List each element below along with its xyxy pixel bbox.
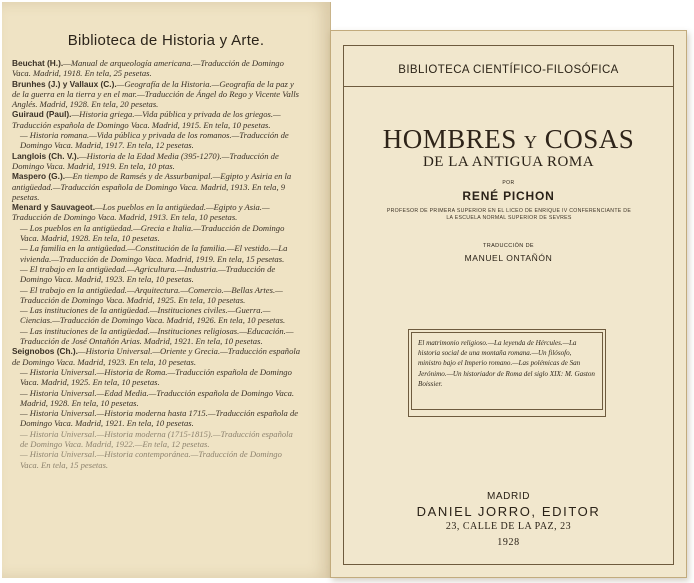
- catalog-entry: — Historia Universal.—Historia de Roma.—Traducción española de Domingo Vaca. Madrid, 1925. En tela, 10 pesetas.: [20, 366, 292, 388]
- title-word-2: COSAS: [544, 124, 635, 154]
- author-credentials: PROFESOR DE PRIMERA SUPERIOR EN EL LICEO DE ENRIQUE IV CONFERENCIANTE DE LA ESCUELA NORMAL SUPERIOR DE SEVRES: [386, 208, 632, 221]
- by-label: POR: [502, 180, 515, 186]
- imprint-city: MADRID: [486, 491, 531, 502]
- catalog-entry: Menard y Sauvageot.—Los pueblos en la antigüedad.—Egipto y Asia.—Traducción de Domingo Vaca. Madrid, 1913. En tela, 10 pesetas.: [12, 202, 270, 223]
- book-title: [344, 124, 673, 155]
- title-joiner: Y: [523, 132, 538, 152]
- collection-name: BIBLIOTECA CIENTÍFICO-FILOSÓFICA: [398, 64, 619, 76]
- collection-band: [344, 46, 673, 87]
- translation-label: TRADUCCIÓN DE: [482, 243, 535, 249]
- title-page: [330, 30, 687, 578]
- publication-year: 1928: [497, 537, 520, 548]
- book-author: RENÉ PICHON: [462, 189, 555, 203]
- catalog-entry: — El trabajo en la antigüedad.—Agricultura.—Industria.—Traducción de Domingo Vaca. Madrid, 1923. En tela, 10 pesetas.: [20, 263, 276, 285]
- catalog-entry: Maspero (G.).—En tiempo de Ramsés y de Assurbanipal.—Egipto y Asiria en la antigüedad.—Traducción española de Domingo Vaca. Madrid, 1913. En tela, 9 pesetas.: [12, 171, 292, 202]
- catalog-entry: — Historia Universal.—Edad Media.—Traducción española de Domingo Vaca. Madrid, 1928. En tela, 10 pesetas.: [20, 387, 295, 408]
- catalog-entry: Seignobos (Ch.).—Historia Universal.—Oriente y Grecia.—Traducción española de Domingo Vaca. Madrid, 1923. En tela, 10 pesetas.: [12, 346, 301, 367]
- catalog-entry: Brunhes (J.) y Vallaux (C.).—Geografía de la Historia.—Geografía de la paz y de la guerra en la tierra y en el mar.—Traducción de Ángel do Rego y Vicente Valls Anglés. Madrid, 1928. En tela, 20 pesetas.: [12, 78, 299, 110]
- catalog-entry: — Las instituciones de la antigüedad.—Instituciones religiosas.—Educación.—Traducción de José Ontañón Arias. Madrid, 1921. En tela, 10 pesetas.: [20, 325, 294, 347]
- catalog-heading: Biblioteca de Historia y Arte.: [67, 32, 265, 49]
- translator-name: MANUEL ONTAÑÓN: [464, 253, 553, 263]
- catalog-list: [12, 58, 302, 470]
- catalog-entry: — El trabajo en la antigüedad.—Arquitectura.—Comercio.—Bellas Artes.—Traducción de Domingo Vaca. Madrid, 1925. En tela, 10 pesetas.: [20, 284, 283, 305]
- catalog-entry: Guiraud (Paul).—Historia griega.—Vida pública y privada de los griegos.—Traducción española de Domingo Vaca. Madrid, 1915. En tela, 10 pesetas.: [12, 109, 281, 130]
- catalog-entry: — La familia en la antigüedad.—Constitución de la familia.—El vestido.—La vivienda.—Traducción de Domingo Vaca. Madrid, 1919. En tela, 15 pesetas.: [20, 243, 288, 264]
- title-page-frame: [343, 45, 674, 565]
- contents-box: [408, 329, 606, 417]
- catalog-entry: Beuchat (H.).—Manual de arqueología americana.—Traducción de Domingo Vaca. Madrid, 1918. En tela, 25 pesetas.: [12, 58, 284, 79]
- catalog-entry: Langlois (Ch. V.).—Historia de la Edad Media (395-1270).—Traducción de Domingo Vaca. Madrid, 1919. En tela, 10 ptas.: [12, 150, 279, 171]
- book-subtitle: DE LA ANTIGUA ROMA: [422, 154, 595, 170]
- publisher-name: DANIEL JORRO, EDITOR: [416, 504, 601, 519]
- catalog-entry: — Las instituciones de la antigüedad.—Instituciones civiles.—Guerra.—Ciencias.—Traducción de Domingo Vaca. Madrid, 1926. En tela, 10 pesetas.: [20, 305, 286, 326]
- catalog-entry: — Historia Universal.—Historia contemporánea.—Traducción de Domingo Vaca. En tela, 15 pesetas.: [20, 449, 282, 470]
- publisher-address: 23, CALLE DE LA PAZ, 23: [445, 521, 572, 532]
- catalog-entry: — Historia Universal.—Historia moderna hasta 1715.—Traducción española de Domingo Vaca. Madrid, 1921. En tela, 10 pesetas.: [20, 408, 299, 429]
- contents-text: El matrimonio religioso.—La leyenda de Hércules.—La historia social de una montaña romana.—Un filósofo, ministro bajo el Imperio romano.—Las polémicas de San Jerónimo.—Un historiador de Roma del siglo XIX: M. Gaston Boissier.: [411, 332, 603, 410]
- catalog-entry: — Los pueblos en la antigüedad.—Grecia e Italia.—Traducción de Domingo Vaca. Madrid, 1928. En tela, 10 pesetas.: [20, 222, 285, 244]
- catalog-entry: — Historia romana.—Vida pública y privada de los romanos.—Traducción de Domingo Vaca. Madrid, 1917. En tela, 12 pesetas.: [20, 130, 289, 151]
- catalog-entry: — Historia Universal.—Historia moderna (1715-1815).—Traducción española de Domingo Vaca. Madrid, 1922.—En tela, 12 pesetas.: [20, 428, 293, 449]
- title-word-1: HOMBRES: [382, 124, 517, 154]
- catalog-page: [2, 2, 331, 578]
